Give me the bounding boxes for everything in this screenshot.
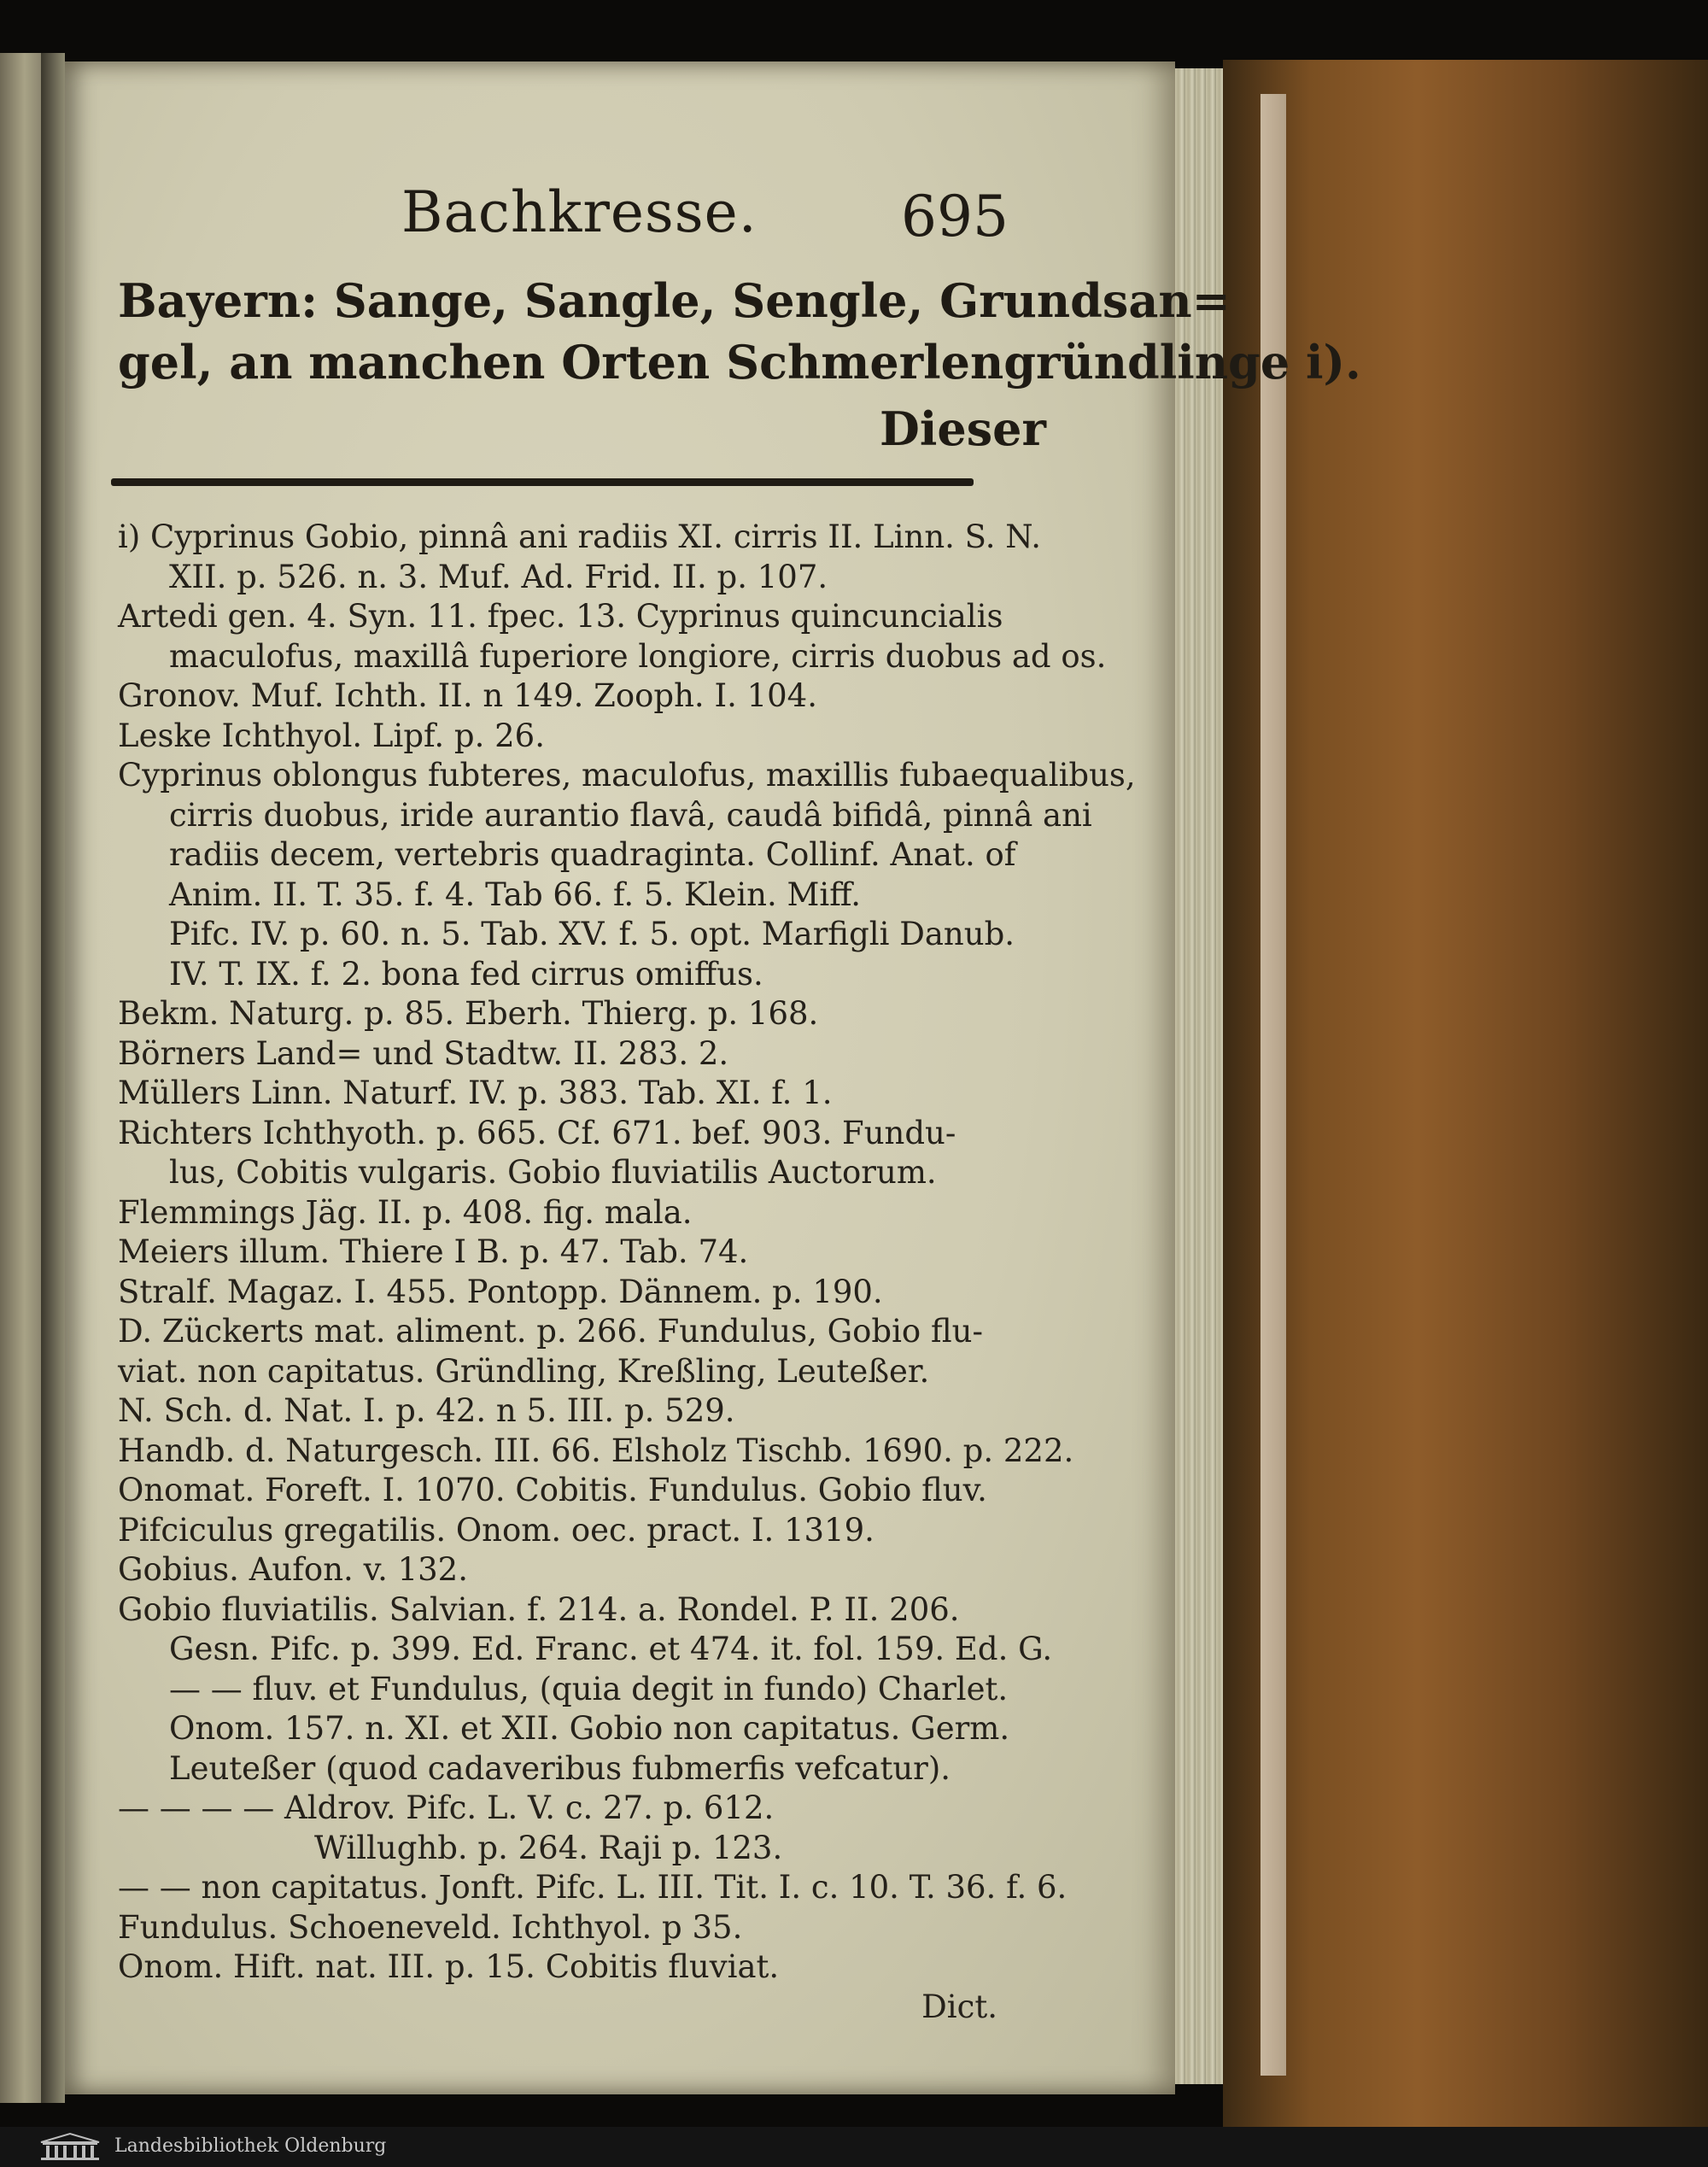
footnote-line: Stralf. Magaz. I. 455. Pontopp. Dännem. p. 190. [118, 1273, 883, 1310]
footnote-line: Richters Ichthyoth. p. 665. Cf. 671. bef. 903. Fundu- [118, 1114, 956, 1151]
footnote-line: Fundulus. Schoeneveld. Ichthyol. p 35. [118, 1908, 743, 1946]
footer-bar [0, 2127, 1708, 2167]
footnote-line: Gronov. Muf. Ichth. II. n 149. Zooph. I. 104. [118, 677, 817, 714]
footnote-line: Pifc. IV. p. 60. n. 5. Tab. XV. f. 5. opt. Marfigli Danub. [169, 916, 1015, 952]
footnote-line: Meiers illum. Thiere I B. p. 47. Tab. 74. [118, 1233, 749, 1270]
footnote-line: Bekm. Naturg. p. 85. Eberh. Thierg. p. 168. [118, 995, 819, 1032]
footnote-line: Anim. II. T. 35. f. 4. Tab 66. f. 5. Klein. Miff. [169, 876, 861, 913]
footnote-line: cirris duobus, iride aurantio flavâ, caudâ bifidâ, pinnâ ani [169, 796, 1092, 834]
footnote-line: Willughb. p. 264. Raji p. 123. [314, 1829, 783, 1866]
footnote-line: Gobio fluviatilis. Salvian. f. 214. a. Rondel. P. II. 206. [118, 1590, 960, 1628]
paragraph-line: gel, an manchen Orten Schmerlengründlinge i). [118, 335, 1361, 389]
footnote-line: Onomat. Foreft. I. 1070. Cobitis. Fundulus. Gobio fluv. [118, 1472, 987, 1508]
footnote-line: Müllers Linn. Naturf. IV. p. 383. Tab. XI. f. 1. [118, 1075, 833, 1111]
footnote-line: Pifciculus gregatilis. Onom. oec. pract. I. 1319. [118, 1511, 874, 1549]
footnote-separator-rule [111, 478, 974, 486]
footnote-line: — — fluv. et Fundulus, (quia degit in fundo) Charlet. [169, 1670, 1009, 1707]
footnote-line: Flemmings Jäg. II. p. 408. fig. mala. [118, 1193, 693, 1231]
footnote-line: Cyprinus oblongus fubteres, maculofus, maxillis fubaequalibus, [118, 757, 1136, 794]
footnote-line: N. Sch. d. Nat. I. p. 42. n 5. III. p. 529. [118, 1392, 735, 1429]
footnote-line: Artedi gen. 4. Syn. 11. fpec. 13. Cyprinus quincuncialis [118, 598, 1003, 635]
footnotes-block [118, 518, 1136, 2027]
footnote-line: Gobius. Aufon. v. 132. [118, 1551, 468, 1588]
library-building-icon [38, 2132, 102, 2161]
paragraph-line: Bayern: Sange, Sangle, Sengle, Grundsan= [118, 273, 1231, 328]
footnote-line: Handb. d. Naturgesch. III. 66. Elsholz Tischb. 1690. p. 222. [118, 1432, 1074, 1469]
library-name: Landesbibliothek Oldenburg [114, 2135, 387, 2157]
footnote-line: — — — — Aldrov. Pifc. L. V. c. 27. p. 612. [118, 1789, 775, 1826]
footnote-line: Onom. 157. n. XI. et XII. Gobio non capitatus. Germ. [169, 1710, 1010, 1747]
footnote-catchword: Dict. [921, 1988, 997, 2025]
footnote-line: Leuteßer (quod cadaveribus fubmerfis vefcatur). [169, 1749, 951, 1787]
footnote-line: Börners Land= und Stadtw. II. 283. 2. [118, 1034, 729, 1072]
footnote-line: lus, Cobitis vulgaris. Gobio fluviatilis Auctorum. [169, 1154, 937, 1191]
footnote-line: viat. non capitatus. Gründling, Kreßling, Leuteßer. [118, 1352, 930, 1390]
footnote-line: Leske Ichthyol. Lipf. p. 26. [118, 717, 545, 754]
cover-inner-strip [1261, 94, 1286, 2076]
footnote-line: Onom. Hift. nat. III. p. 15. Cobitis fluviat. [118, 1948, 780, 1985]
footnote-line: Gesn. Pifc. p. 399. Ed. Franc. et 474. it. fol. 159. Ed. G. [169, 1631, 1053, 1667]
footnote-line: maculofus, maxillâ fuperiore longiore, cirris duobus ad os. [169, 637, 1107, 675]
footnote-line: — — non capitatus. Jonft. Pifc. L. III. Tit. I. c. 10. T. 36. f. 6. [118, 1869, 1068, 1906]
footnote-line: XII. p. 526. n. 3. Muf. Ad. Frid. II. p. 107. [169, 558, 828, 595]
footnote-line: i) Cyprinus Gobio, pinnâ ani radiis XI. cirris II. Linn. S. N. [118, 518, 1041, 555]
page-number: 695 [901, 184, 1009, 249]
running-head: Bachkresse. [401, 179, 757, 245]
footnote-line: D. Zückerts mat. aliment. p. 266. Fundulus, Gobio flu- [118, 1313, 983, 1350]
footnote-line: IV. T. IX. f. 2. bona fed cirrus omiffus. [169, 955, 763, 993]
book-gutter [41, 53, 65, 2103]
catchword: Dieser [880, 401, 1046, 456]
footnote-line: radiis decem, vertebris quadraginta. Collinf. Anat. of [169, 836, 1016, 873]
previous-page-edge [0, 53, 41, 2103]
